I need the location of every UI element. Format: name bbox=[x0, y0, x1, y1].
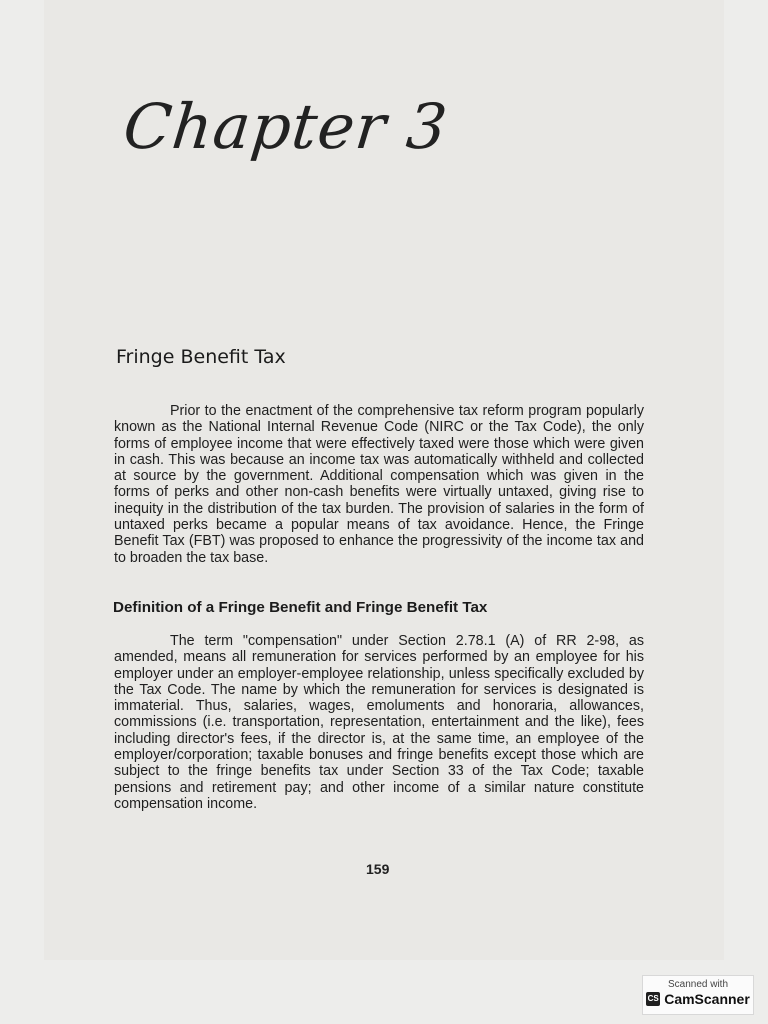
camscanner-brand: CamScanner bbox=[664, 991, 750, 1007]
camscanner-icon: CS bbox=[646, 992, 660, 1006]
camscanner-brand-row bbox=[643, 991, 753, 1007]
definition-paragraph-text: The term "compensation" under Section 2.78.1 (A) of RR 2-98, as amended, means all remuneration for services performed by an employee for his employer under an employer-employee relationship, unless specifically excluded by the Tax Code. The name by which the remuneration for services is designated is immaterial. Thus, salaries, wages, emoluments and honoraria, allowances, commissions (i.e. transportation, representation, entertainment and the like), fees including director's fees, if the director is, at the same time, an employee of the employer/corporation; taxable bonuses and fringe benefits except those which are subject to the fringe benefits tax under Section 33 of the Tax Code; taxable pensions and retirement pay; and other income of a similar nature constitute compensation income. bbox=[114, 633, 644, 812]
camscanner-watermark bbox=[642, 975, 754, 1015]
intro-paragraph-text: Prior to the enactment of the comprehensive tax reform program popularly known as the National Internal Revenue Code (NIRC or the Tax Code), the only forms of employee income that were effectively taxed were those which were given in cash. This was because an income tax was automatically withheld and collected at source by the government. Additional compensation which was given in the forms of perks and other non-cash benefits were virtually untaxed, giving rise to inequity in the distribution of the tax burden. The provision of salaries in the form of untaxed perks became a popular means of tax avoidance. Hence, the Fringe Benefit Tax (FBT) was proposed to enhance the progressivity of the income tax and to broaden the tax base. bbox=[114, 403, 644, 566]
scanned-with-label: Scanned with bbox=[667, 979, 729, 990]
section-title: Fringe Benefit Tax bbox=[116, 346, 286, 368]
definition-paragraph bbox=[114, 633, 644, 812]
page-number: 159 bbox=[366, 861, 390, 877]
chapter-title: Chapter 3 bbox=[120, 90, 452, 163]
intro-paragraph bbox=[114, 403, 644, 566]
definition-subheading: Definition of a Fringe Benefit and Fringe Benefit Tax bbox=[113, 599, 488, 616]
